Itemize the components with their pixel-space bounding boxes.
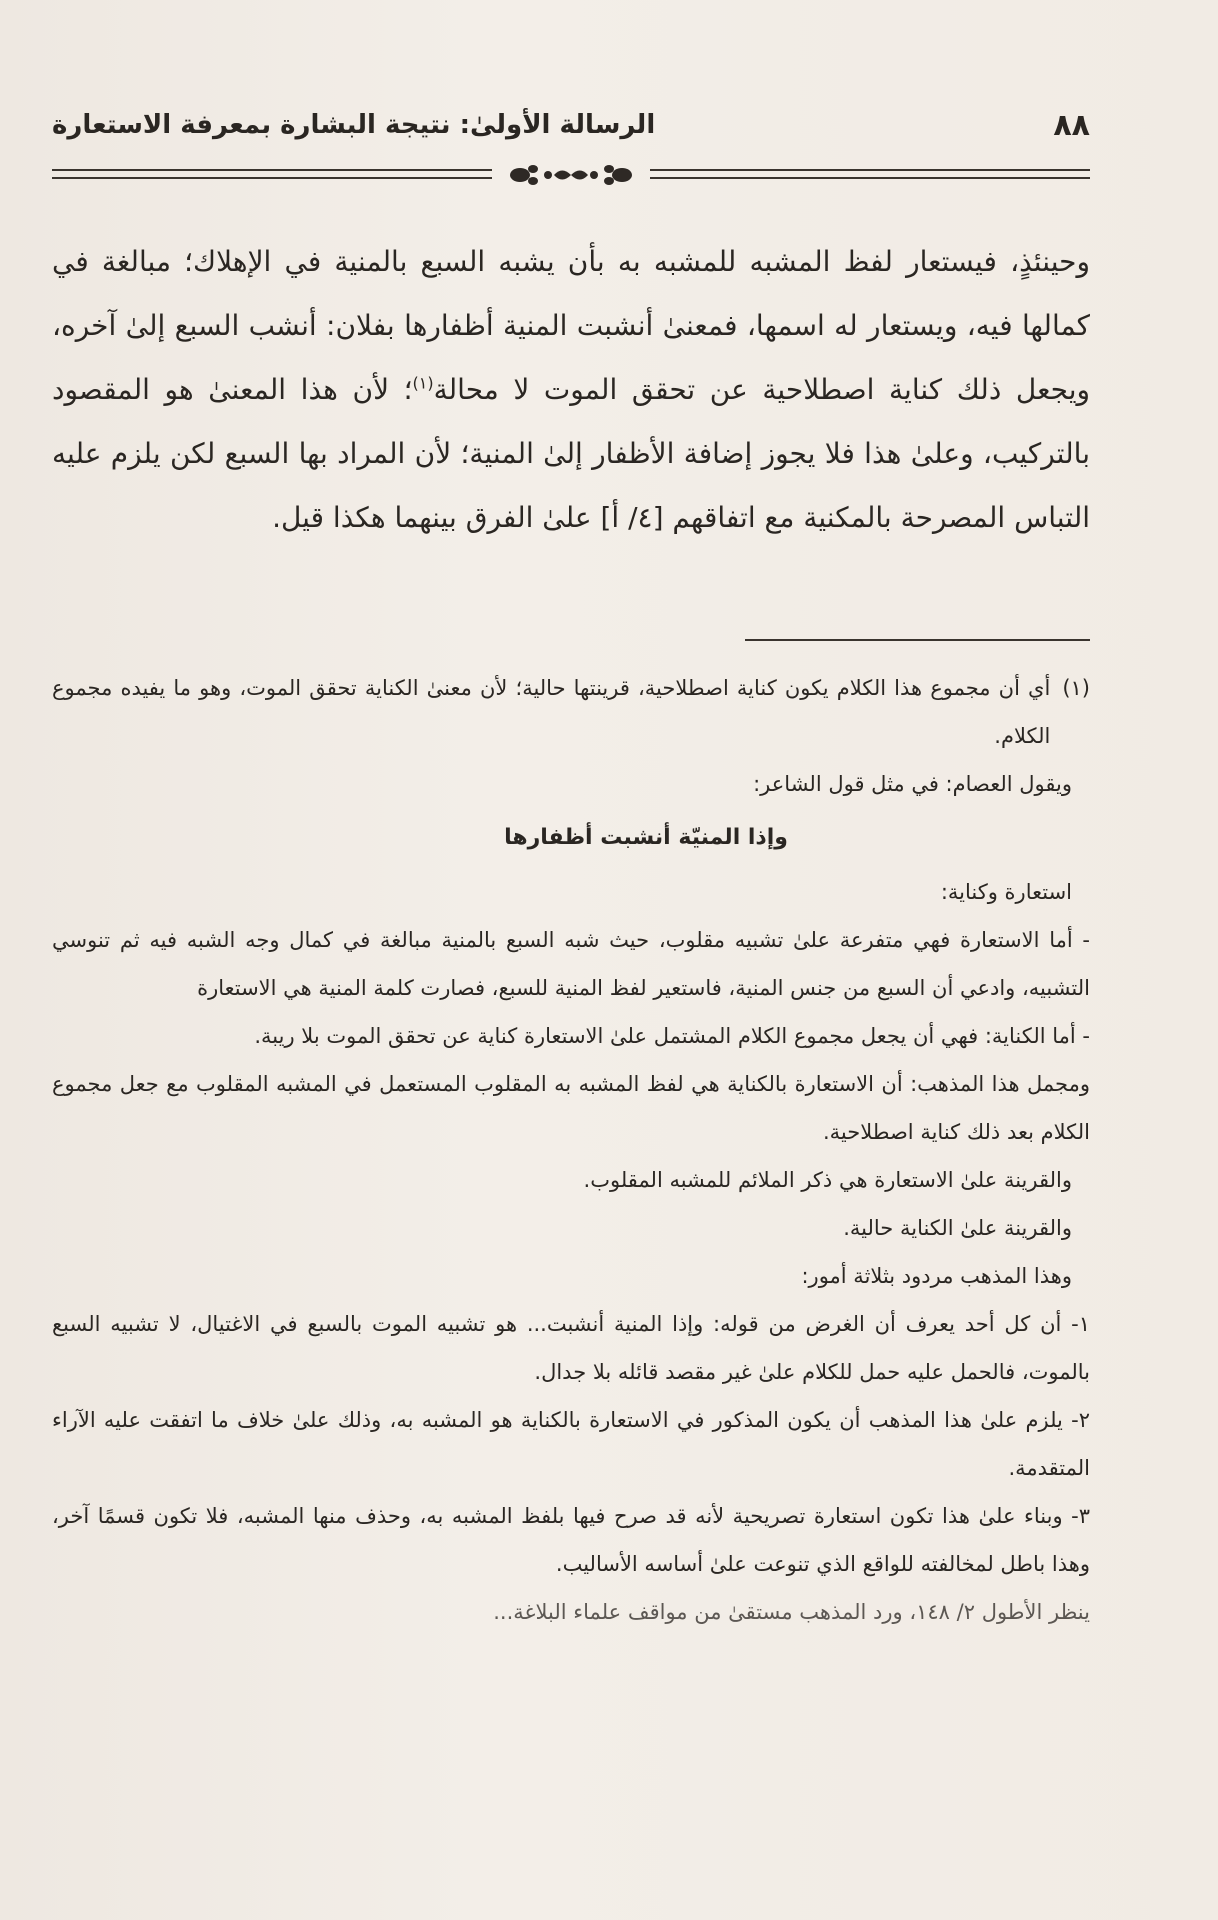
page-header [52, 108, 1090, 154]
double-rule-right [650, 169, 1090, 179]
footnote-line: استعارة وكناية: [940, 880, 1072, 904]
footnotes [52, 664, 1090, 1636]
footnote-1 [52, 664, 1090, 760]
footnote-line: - أما الاستعارة فهي متفرعة علىٰ تشبيه مقلوب، حيث شبه السبع بالمنية مبالغة في كمال وجه الشبه فيه ثم تنوسي التشبيه، وادعي أن السبع من جنس المنية، فاستعير لفظ المنية للسبع، فصارت كلمة المنية هي الاستعارة [52, 928, 1090, 1000]
floral-ornament-icon [502, 160, 640, 190]
footnote-separator [745, 639, 1090, 641]
footnote-line: أي أن مجموع هذا الكلام يكون كناية اصطلاحية، قرينتها حالية؛ لأن معنىٰ الكناية تحقق الموت، وهو ما يفيده مجموع الكلام. [52, 676, 1051, 748]
footnote-line: ١- أن كل أحد يعرف أن الغرض من قوله: وإذا المنية أنشبت... هو تشبيه الموت بالسبع في الاغتيال، لا تشبيه السبع بالموت، فالحمل عليه حمل للكلام علىٰ غير مقصد قائله بلا جدال. [52, 1312, 1090, 1384]
footnote-line: والقرينة علىٰ الاستعارة هي ذكر الملائم للمشبه المقلوب. [583, 1168, 1072, 1192]
main-text [52, 230, 1090, 550]
footnote-line: والقرينة علىٰ الكناية حالية. [843, 1216, 1072, 1240]
header-ornament-rule [52, 160, 1090, 190]
footnote-line: وهذا المذهب مردود بثلاثة أمور: [801, 1264, 1072, 1288]
main-paragraph-part-2: ؛ لأن هذا المعنىٰ هو المقصود بالتركيب، وعلىٰ هذا فلا يجوز إضافة الأظفار إلىٰ المنية؛ لأن المراد بها السبع لكن يلزم عليه التباس المصرحة بالمكنية مع اتفاقهم [٤/ أ] علىٰ الفرق بينهما هكذا قيل. [52, 373, 1090, 534]
footnote-number: (١) [1062, 676, 1090, 700]
footnote-line: ٣- وبناء علىٰ هذا تكون استعارة تصريحية لأنه قد صرح فيها بلفظ المشبه به، وحذف منها المشبه، فلا تكون قسمًا آخر، وهذا باطل لمخالفته للواقع الذي تنوعت علىٰ أساسه الأساليب. [52, 1504, 1090, 1576]
footnote-line: ٢- يلزم علىٰ هذا المذهب أن يكون المذكور في الاستعارة بالكناية هو المشبه به، وذلك علىٰ خلاف ما اتفقت عليه الآراء المتقدمة. [52, 1408, 1090, 1480]
running-title: الرسالة الأولىٰ: نتيجة البشارة بمعرفة الاستعارة [52, 110, 656, 140]
footnote-line: ينظر الأطول ٢/ ١٤٨، ورد المذهب مستقىٰ من مواقف علماء البلاغة... [493, 1600, 1090, 1624]
footnote-line: - أما الكناية: فهي أن يجعل مجموع الكلام المشتمل علىٰ الاستعارة كناية عن تحقق الموت بلا ريبة. [254, 1024, 1090, 1048]
main-paragraph [52, 230, 1090, 550]
footnote-reference: (١) [412, 373, 434, 393]
page-number: ٨٨ [1053, 108, 1090, 143]
double-rule-left [52, 169, 492, 179]
footnote-line: ويقول العصام: في مثل قول الشاعر: [753, 772, 1072, 796]
footnote-line: ومجمل هذا المذهب: أن الاستعارة بالكناية هي لفظ المشبه به المقلوب المستعمل في المشبه المقلوب مع جعل مجموع الكلام بعد ذلك كناية اصطلاحية. [52, 1072, 1090, 1144]
main-paragraph-part-1: وحينئذٍ، فيستعار لفظ المشبه للمشبه به بأن يشبه السبع بالمنية في الإهلاك؛ مبالغة في كمالها فيه، ويستعار له اسمها، فمعنىٰ أنشبت المنية أظفارها بفلان: أنشب السبع إلىٰ آخره، ويجعل ذلك كناية اصطلاحية عن تحقق الموت لا محالة [52, 245, 1091, 406]
verse-quote: وإذا المنيّة أنشبت أظفارها [504, 825, 788, 850]
